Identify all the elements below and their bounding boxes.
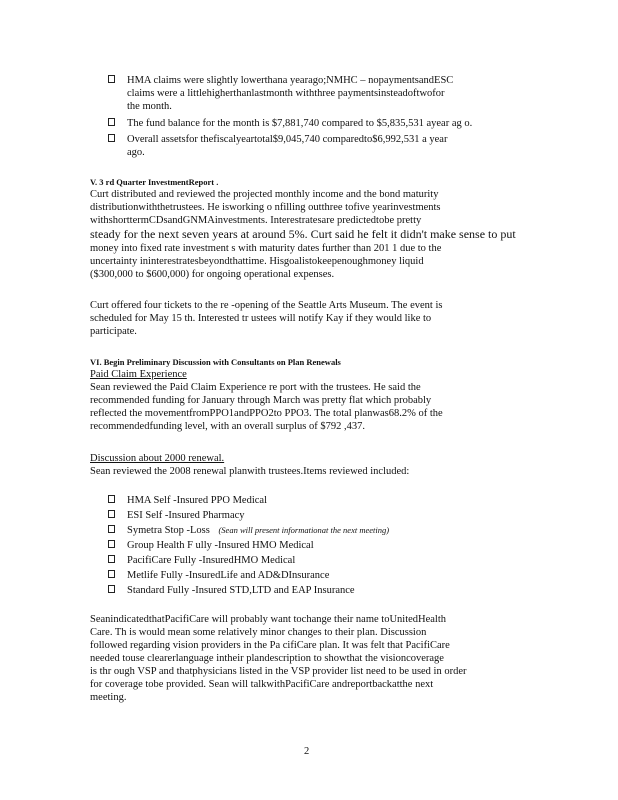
bullet-box-icon [108,118,115,126]
text-line: recommended funding for January through March was pretty flat which probably [90,395,432,406]
text-line: participate. [90,326,137,337]
bullet-box-icon [108,510,115,518]
bullet-box-icon [108,75,115,83]
bullet-box-icon [108,570,115,578]
text-line: Curt offered four tickets to the re -opening of the Seattle Arts Museum. The event is [90,300,443,311]
bullet-box-icon [108,525,115,533]
plan-item-label: PacifiCare Fully -InsuredHMO Medical [127,555,296,566]
text-line: ago. [127,147,145,158]
bullet-box-icon [108,555,115,563]
renewal-subheading: Discussion about 2000 renewal. [90,453,225,464]
renewal-intro: Sean reviewed the 2008 renewal planwith trustees.Items reviewed included: [90,466,410,477]
symetra-note: (Sean will present informationat the next meeting) [218,525,390,535]
text-line: the month. [127,101,172,112]
bullet-box-icon [108,495,115,503]
text-line: uncertainty ininterestratesbeyondthattime. Hisgoalistokeepenoughmoney liquid [90,256,424,267]
text-line: meeting. [90,692,127,703]
section-v-heading: V. 3 rd Quarter InvestmentReport . [90,177,219,187]
section-vi-heading: VI. Begin Preliminary Discussion with Consultants on Plan Renewals [90,357,341,367]
plan-item-label: HMA Self -Insured PPO Medical [127,495,267,506]
plan-item-label: Symetra Stop -Loss [127,525,210,536]
bullet-box-icon [108,585,115,593]
text-line: Curt distributed and reviewed the projected monthly income and the bond maturity [90,189,439,200]
plan-item-label: Group Health F ully -Insured HMO Medical [127,540,314,551]
paid-claim-paragraph [90,381,520,433]
text-line: claims were a littlehigherthanlastmonth withthree paymentsinsteadoftwofor [127,88,445,99]
text-line: money into fixed rate investment s with maturity dates further than 201 1 due to the [90,243,442,254]
text-line: steady for the next seven years at around 5%. Curt said he felt it didn't make sense to put [90,227,516,241]
text-line: The fund balance for the month is $7,881,740 compared to $5,835,531 ayear ag o. [127,118,473,129]
section-v-paragraph-2 [90,299,520,338]
paid-claim-subheading: Paid Claim Experience [90,369,187,380]
text-line: is thr ough VSP and thatphysicians listed in the VSP provider list need to be used in order [90,666,467,677]
section-v-paragraph-1 [90,188,520,281]
text-line: scheduled for May 15 th. Interested tr ustees will notify Kay if they would like to [90,313,432,324]
text-line: Care. Th is would mean some relatively minor changes to their plan. Discussion [90,627,427,638]
text-line: ($300,000 to $600,000) for ongoing operational expenses. [90,269,335,280]
text-line: SeanindicatedthatPacifiCare will probably want tochange their name toUnitedHealth [90,614,447,625]
plan-item-label: ESI Self -Insured Pharmacy [127,510,245,521]
bullet-box-icon [108,540,115,548]
text-line: recommendedfunding level, with an overall surplus of $792 ,437. [90,421,365,432]
text-line: Overall assetsfor thefiscalyeartotal$9,045,740 comparedto$6,992,531 a year [127,134,448,145]
plan-item-label: Metlife Fully -InsuredLife and AD&DInsurance [127,570,330,581]
pacificare-paragraph [90,613,520,704]
page-number: 2 [304,746,310,757]
text-line: Sean reviewed the Paid Claim Experience re port with the trustees. He said the [90,382,421,393]
bullet-box-icon [108,134,115,142]
plan-item-label: Standard Fully -Insured STD,LTD and EAP Insurance [127,585,355,596]
text-line: needed touse clearerlanguage intheir plandescription to showthat the visioncoverage [90,653,444,664]
text-line: distributionwiththetrustees. He isworking o nfilling outthree tofive yearinvestments [90,202,441,213]
text-line: followed regarding vision providers in the Pa cifiCare plan. It was felt that PacifiCare [90,640,450,651]
text-line: for coverage tobe provided. Sean will talkwithPacifiCare andreportbackatthe next [90,679,434,690]
text-line: withshorttermCDsandGNMAinvestments. Interestratesare predictedtobe pretty [90,215,422,226]
text-line: reflected the movementfromPPO1andPPO2to PPO3. The total planwas68.2% of the [90,408,443,419]
text-line: HMA claims were slightly lowerthana yearago;NMHC – nopaymentsandESC [127,75,454,86]
